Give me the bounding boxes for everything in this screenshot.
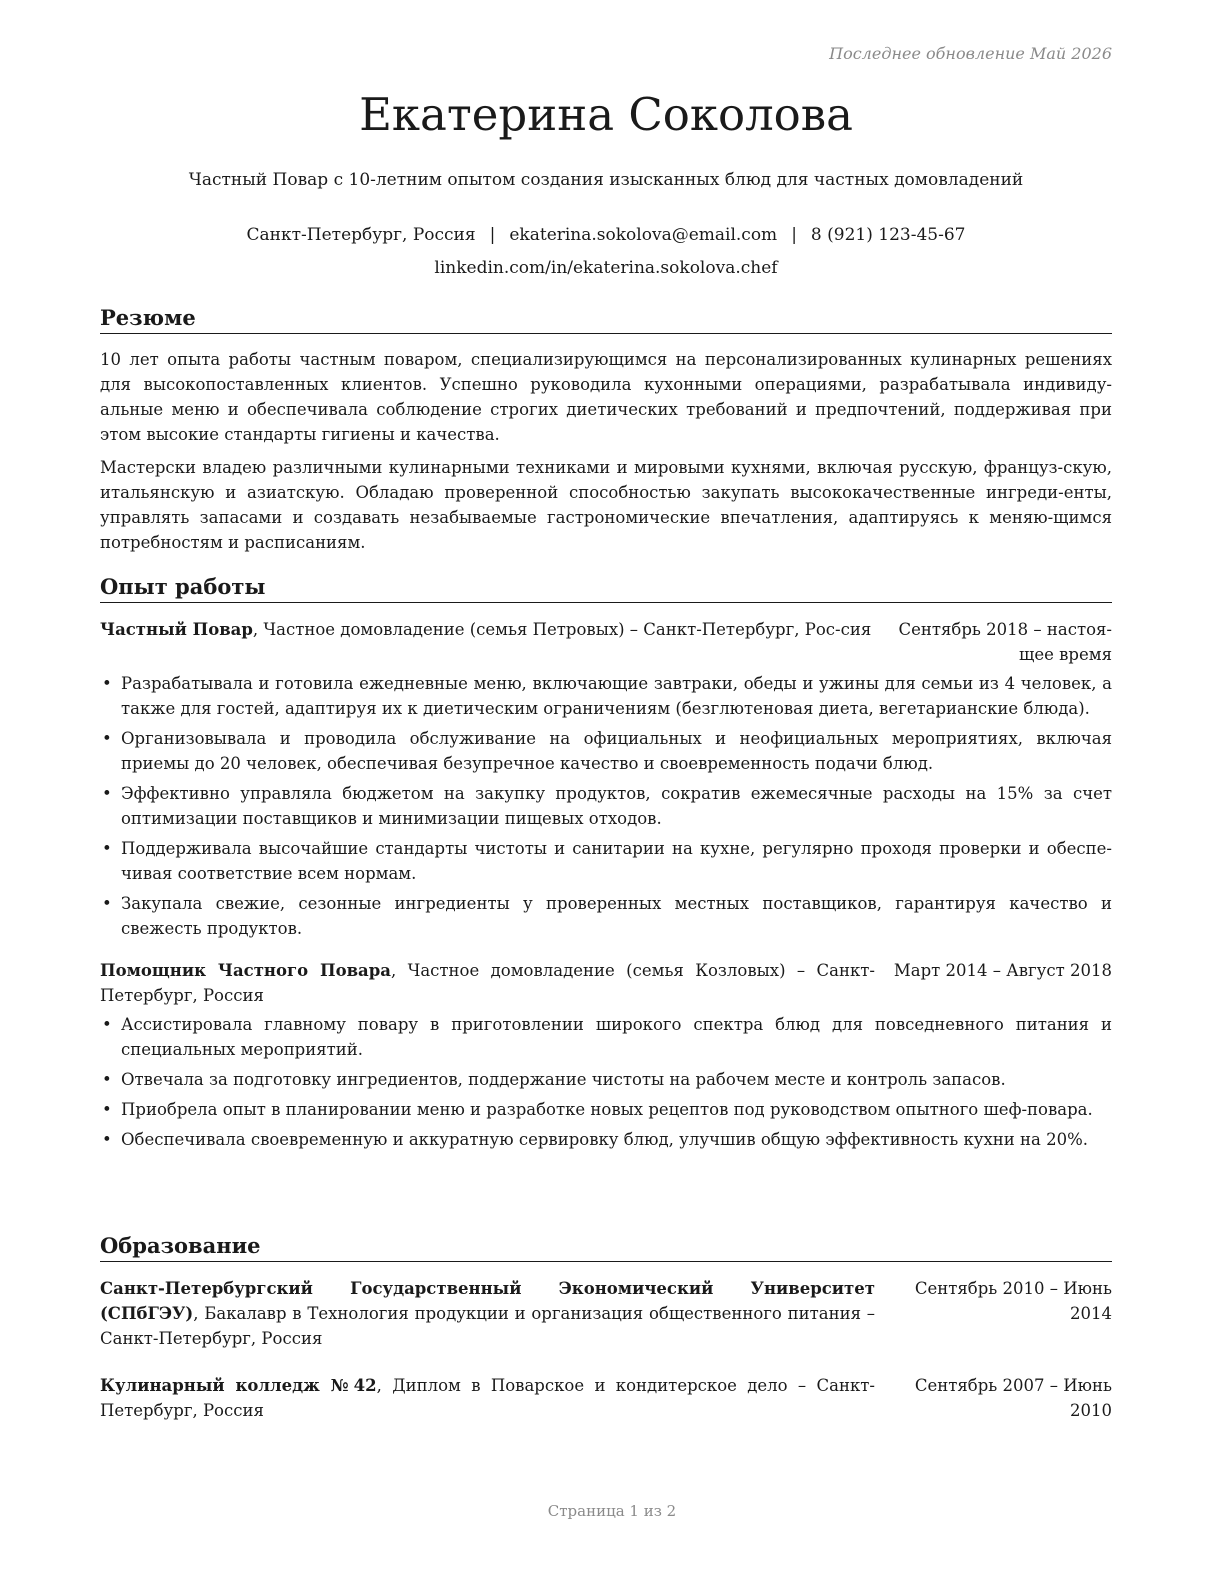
job-header <box>100 958 1112 1008</box>
separator: | <box>791 225 797 245</box>
job-bullets <box>100 1012 1112 1152</box>
bullet-item: • Организовывала и проводила обслуживание на официальных и неофициальных мероприятиях, включая приемы до 20 человек, обеспечивая безупречное качество и своевременность подачи блюд. <box>100 726 1112 776</box>
bullet-item: • Разрабатывала и готовила ежедневные меню, включающие завтраки, обеды и ужины для семьи из 4 человек, а также для гостей, адаптируя их к диетическим ограничениям (безглютеновая диета, вегетарианские блюда). <box>100 671 1112 721</box>
location: Санкт-Петербург, Россия <box>246 225 476 245</box>
education-header <box>100 1276 1112 1351</box>
phone: 8 (921) 123-45-67 <box>810 225 966 245</box>
last-updated: Последнее обновление Май 2026 <box>829 44 1112 63</box>
job-details: , Частное домовладение (семья Петровых) – Санкт-Петербург, Рос-сия <box>252 620 872 639</box>
education-entry <box>100 1373 1112 1423</box>
summary-paragraph: 10 лет опыта работы частным поваром, специализирующимся на персонализированных кулинарных решениях для высокопоставленных клиентов. Успешно руководила кухонными операциями, разрабатывала индивиду-альные меню и обеспечивала соблюдение строгих диетических требований и предпочтений, поддерживая при этом высокие стандарты гигиены и качества. <box>100 350 1112 444</box>
job-bullets <box>100 671 1112 941</box>
education-header <box>100 1373 1112 1423</box>
education-details: , Диплом в Поварское и кондитерское дело – Санкт-Петербург, Россия <box>100 1376 875 1420</box>
education-entry <box>100 1276 1112 1351</box>
tagline: Частный Повар с 10-летним опытом создания изысканных блюд для частных домовладений <box>188 170 1024 190</box>
summary-paragraph: Мастерски владею различными кулинарными техниками и мировыми кухнями, включая русскую, француз-скую, итальянскую и азиатскую. Обладаю проверенной способностью закупать высококачественные ингреди-енты, управлять запасами и создавать незабываемые гастрономические впечатления, адаптируясь к меняю-щимся потребностям и расписаниям. <box>100 458 1112 552</box>
bullet-item: • Ассистировала главному повару в приготовлении широкого спектра блюд для повседневного питания и специальных мероприятий. <box>100 1012 1112 1062</box>
bullet-item: • Эффективно управляла бюджетом на закупку продуктов, сократив ежемесячные расходы на 15% за счет оптимизации поставщиков и минимизации пищевых отходов. <box>100 781 1112 831</box>
school-name: Кулинарный колледж №42 <box>100 1376 377 1395</box>
summary-section <box>100 305 1112 555</box>
email-link[interactable]: ekaterina.sokolova@email.com <box>509 225 778 245</box>
education-dates: Сентябрь 2007 – Июнь 2010 <box>914 1376 1112 1420</box>
bullet-item: • Обеспечивала своевременную и аккуратную сервировку блюд, улучшив общую эффективность кухни на 20%. <box>100 1127 1112 1152</box>
separator: | <box>489 225 496 245</box>
education-details: , Бакалавр в Технология продукции и организация общественного питания – Санкт-Петербург, Россия <box>100 1304 875 1348</box>
linkedin-link[interactable]: linkedin.com/in/ekaterina.sokolova.chef <box>434 258 778 278</box>
section-title-summary: Резюме <box>100 305 1112 334</box>
school-name: Санкт-Петербургский Государственный Экономический Университет (СПбГЭУ) <box>100 1279 875 1323</box>
bullet-item: • Закупала свежие, сезонные ингредиенты у проверенных местных поставщиков, гарантируя качество и свежесть продуктов. <box>100 891 1112 941</box>
section-title-experience: Опыт работы <box>100 574 1112 603</box>
job-dates: Сентябрь 2018 – настоя-щее время <box>898 620 1112 664</box>
job-role: Помощник Частного Повара <box>100 961 391 980</box>
job-role: Частный Повар <box>100 620 253 639</box>
contact-info <box>100 219 1112 285</box>
job-dates: Март 2014 – Август 2018 <box>893 961 1112 980</box>
job-details: , Частное домовладение (семья Козловых) – Санкт-Петербург, Россия <box>100 961 875 1005</box>
section-title-education: Образование <box>100 1233 1112 1262</box>
experience-section <box>100 574 1112 1157</box>
education-dates: Сентябрь 2010 – Июнь 2014 <box>914 1279 1112 1323</box>
contact-line-1 <box>100 219 1112 252</box>
contact-line-2 <box>100 252 1112 285</box>
candidate-name: Екатерина Соколова <box>359 88 853 141</box>
page-number: Страница 1 из 2 <box>547 1502 677 1520</box>
bullet-item: • Приобрела опыт в планировании меню и разработке новых рецептов под руководством опытного шеф-повара. <box>100 1097 1112 1122</box>
job-entry <box>100 958 1112 1152</box>
education-section <box>100 1233 1112 1423</box>
job-entry <box>100 617 1112 941</box>
bullet-item: • Поддерживала высочайшие стандарты чистоты и санитарии на кухне, регулярно проходя проверки и обеспе-чивая соответствие всем нормам. <box>100 836 1112 886</box>
bullet-item: • Отвечала за подготовку ингредиентов, поддержание чистоты на рабочем месте и контроль запасов. <box>100 1067 1112 1092</box>
job-header <box>100 617 1112 667</box>
